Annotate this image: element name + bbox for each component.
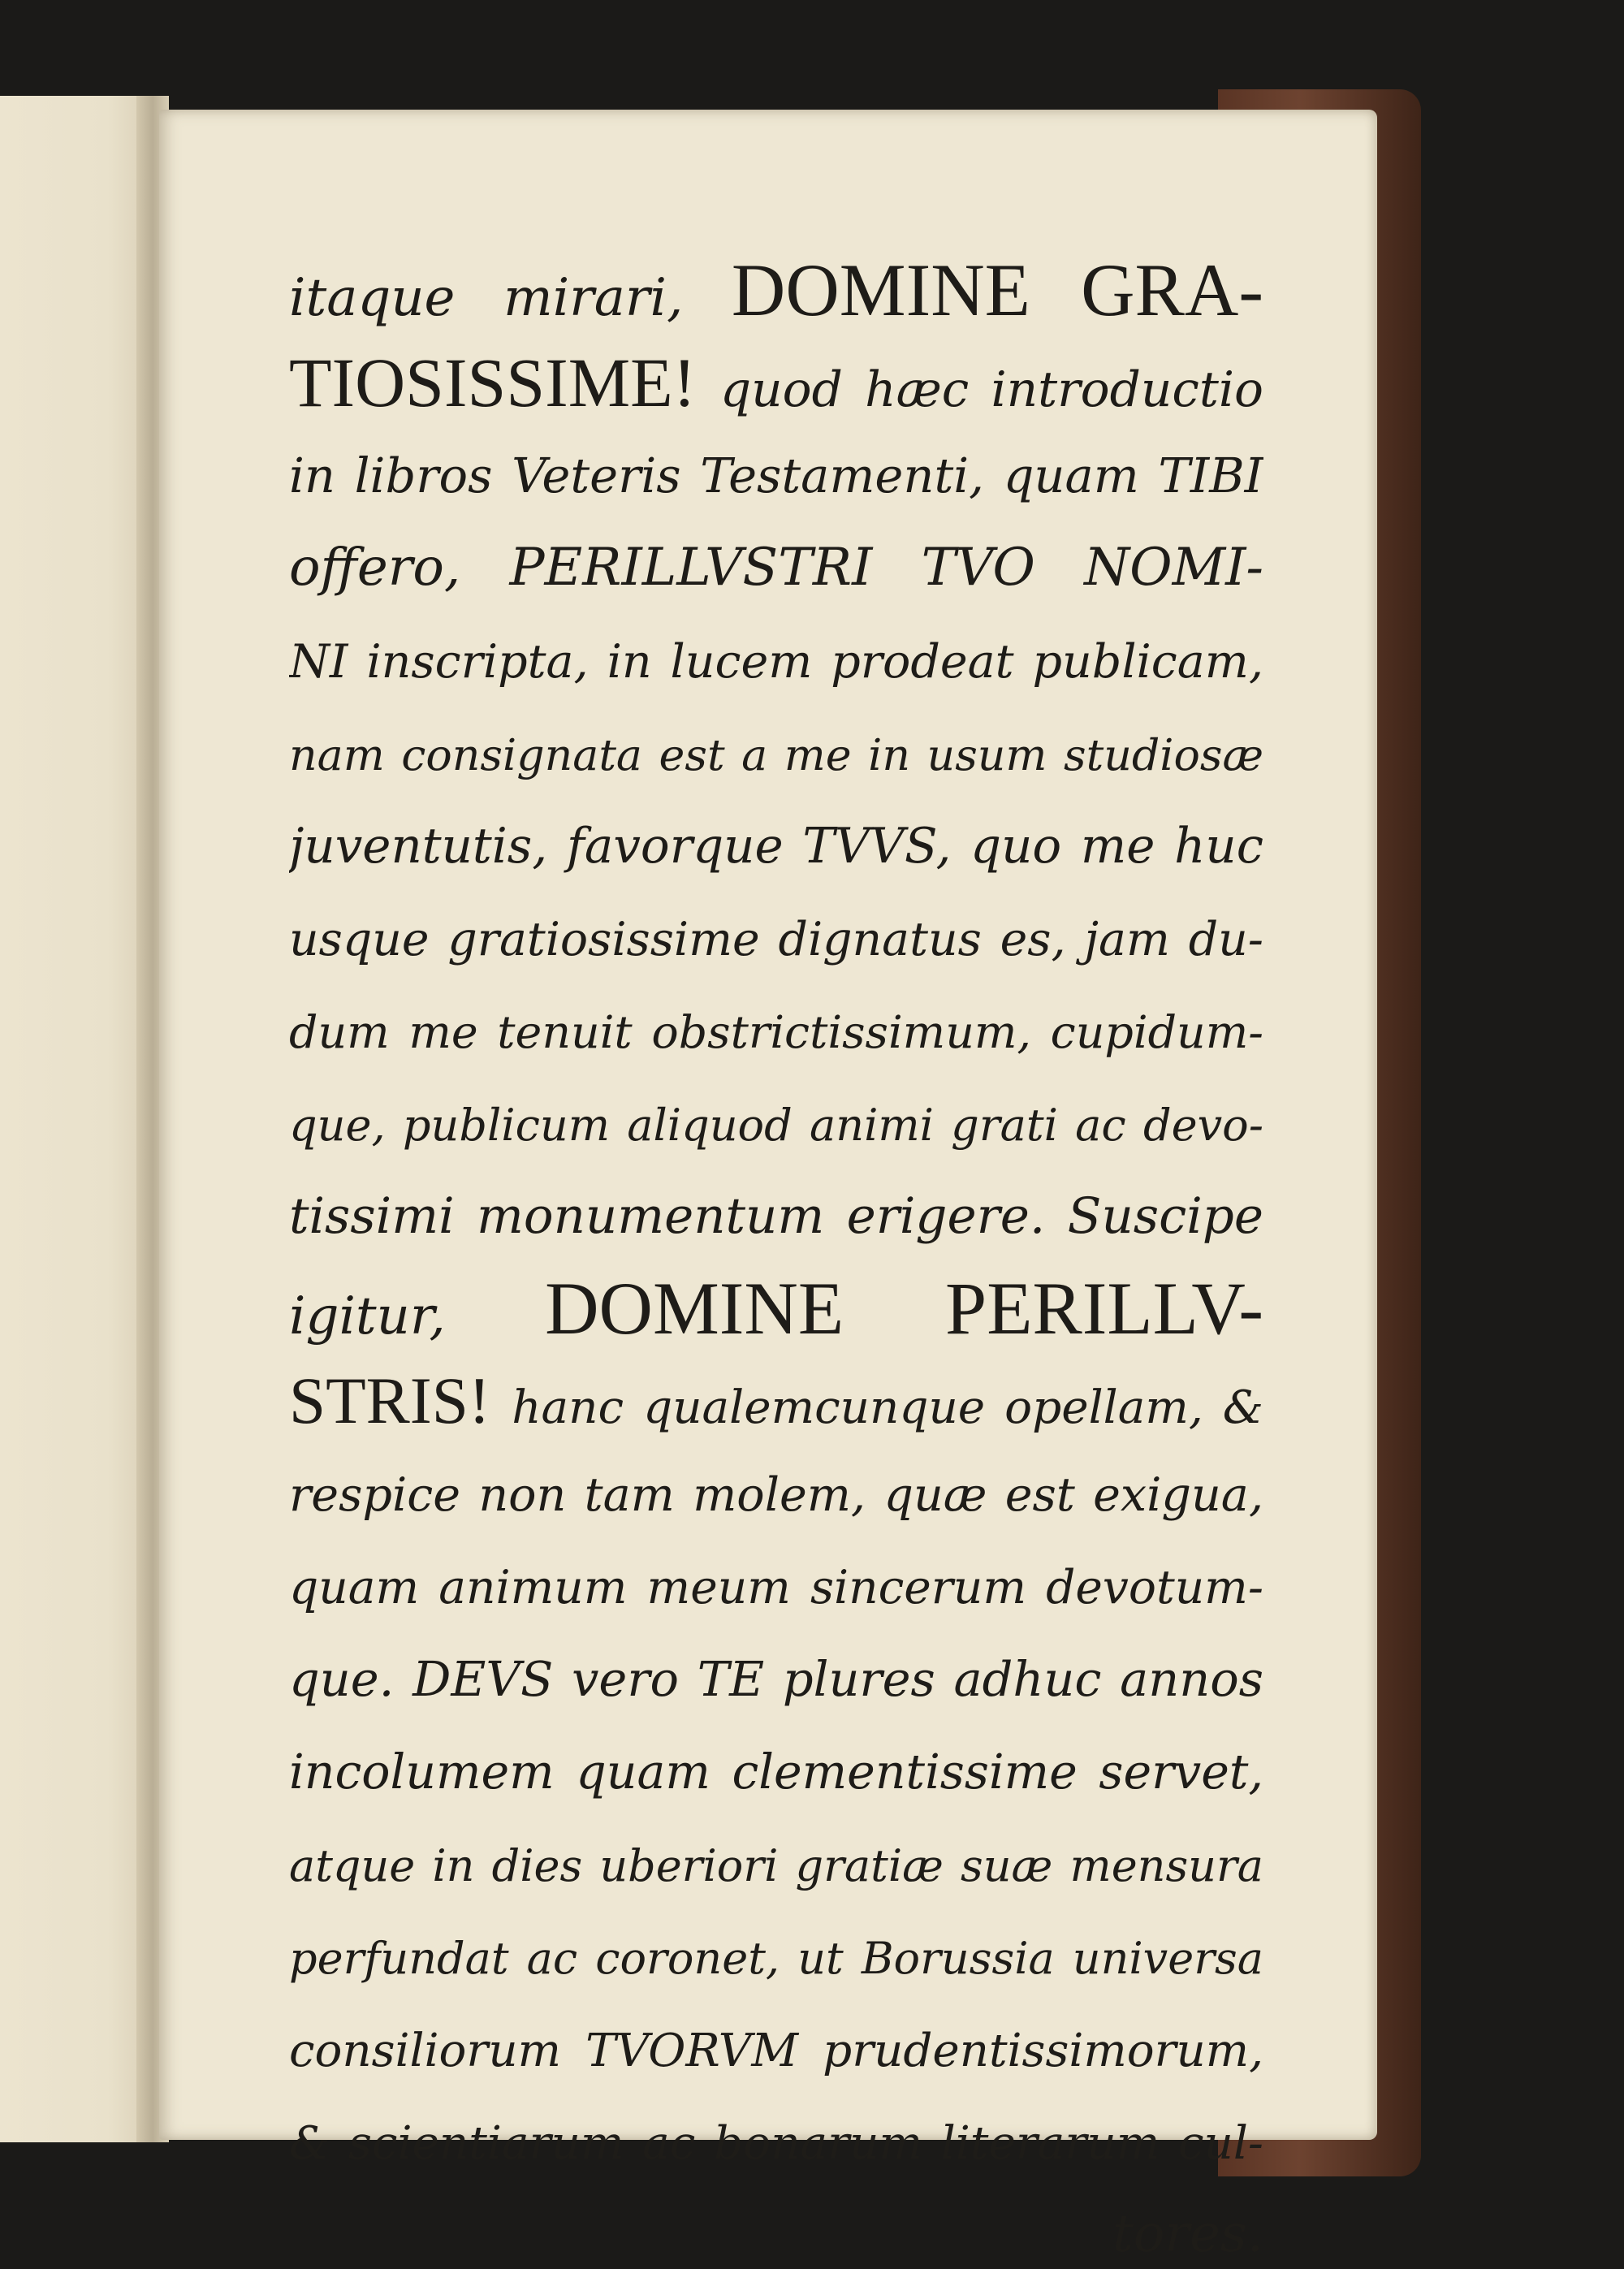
text-line [289,1262,1263,1355]
text-segment: tissimi monumentum erigere. Suscipe [289,1187,1263,1245]
facing-blank-page [0,96,154,2142]
text-line [289,892,1263,984]
text-segment: que. DEVS vero TE plures adhuc annos [289,1651,1263,1707]
text-segment: NI inscripta, in lucem prodeat publicam, [289,635,1263,689]
text-line [289,1632,1263,1725]
text-line [289,1910,1263,2003]
text-segment: quam animum meum sincerum devotum- [289,1561,1263,1614]
text-segment: incolumem quam clementissime servet, [289,1744,1263,1800]
text-line [289,1540,1263,1632]
catchword-text: tores. [1112,2204,1263,2264]
text-line [289,521,1263,614]
text-segment-caps: TIOSISSIME! [289,344,720,421]
text-segment-caps: DOMINE GRA- [731,249,1263,331]
text-line [289,984,1263,1077]
text-line [289,707,1263,799]
text-segment: respice non tam molem, quæ est exigua, [289,1468,1263,1522]
text-segment: atque in dies uberiori gratiæ suæ mensura [289,1840,1263,1891]
text-segment: hanc qualemcunque opellam, & [512,1381,1263,1434]
text-segment: igitur, [289,1286,546,1346]
text-line [289,1725,1263,1817]
text-line [289,799,1263,892]
dedication-text-block [289,244,1263,2269]
text-page [159,110,1377,2264]
text-segment: consiliorum TVORVM prudentissimorum, [289,2025,1263,2077]
text-segment: quod hæc introductio [719,362,1263,418]
text-segment: usque gratiosissime dignatus es, jam du- [289,913,1263,966]
text-line [289,1169,1263,1262]
text-segment: offero, PERILLVSTRI TVO NOMI- [289,538,1263,598]
text-segment-caps: DOMINE PERILLV- [545,1267,1263,1350]
text-line [289,2095,1263,2188]
text-segment: itaque mirari, [289,268,732,328]
text-segment: in libros Veteris Testamenti, quam TIBI [289,447,1263,504]
text-segment: nam consignata est a me in usum studiosæ [289,729,1263,780]
text-segment-caps: STRIS! [289,1364,512,1437]
text-segment: dum me tenuit obstrictissimum, cupidum- [289,1007,1263,1059]
text-line [289,2003,1263,2095]
text-segment: perfundat ac coronet, ut Borussia universa [289,1933,1263,1984]
catchword [289,2188,1263,2269]
text-segment: juventutis, favorque TVVS, quo me huc [289,819,1263,875]
text-line [289,1447,1263,1540]
text-segment: que, publicum aliquod animi grati ac devo- [289,1100,1263,1151]
text-segment: & scientiarum ac bonarum literarum cul- [289,2117,1263,2170]
text-line [289,1355,1263,1447]
text-line [289,1077,1263,1169]
text-line [289,244,1263,336]
text-line [289,1817,1263,1910]
text-line [289,614,1263,707]
text-line [289,336,1263,429]
text-line [289,429,1263,521]
